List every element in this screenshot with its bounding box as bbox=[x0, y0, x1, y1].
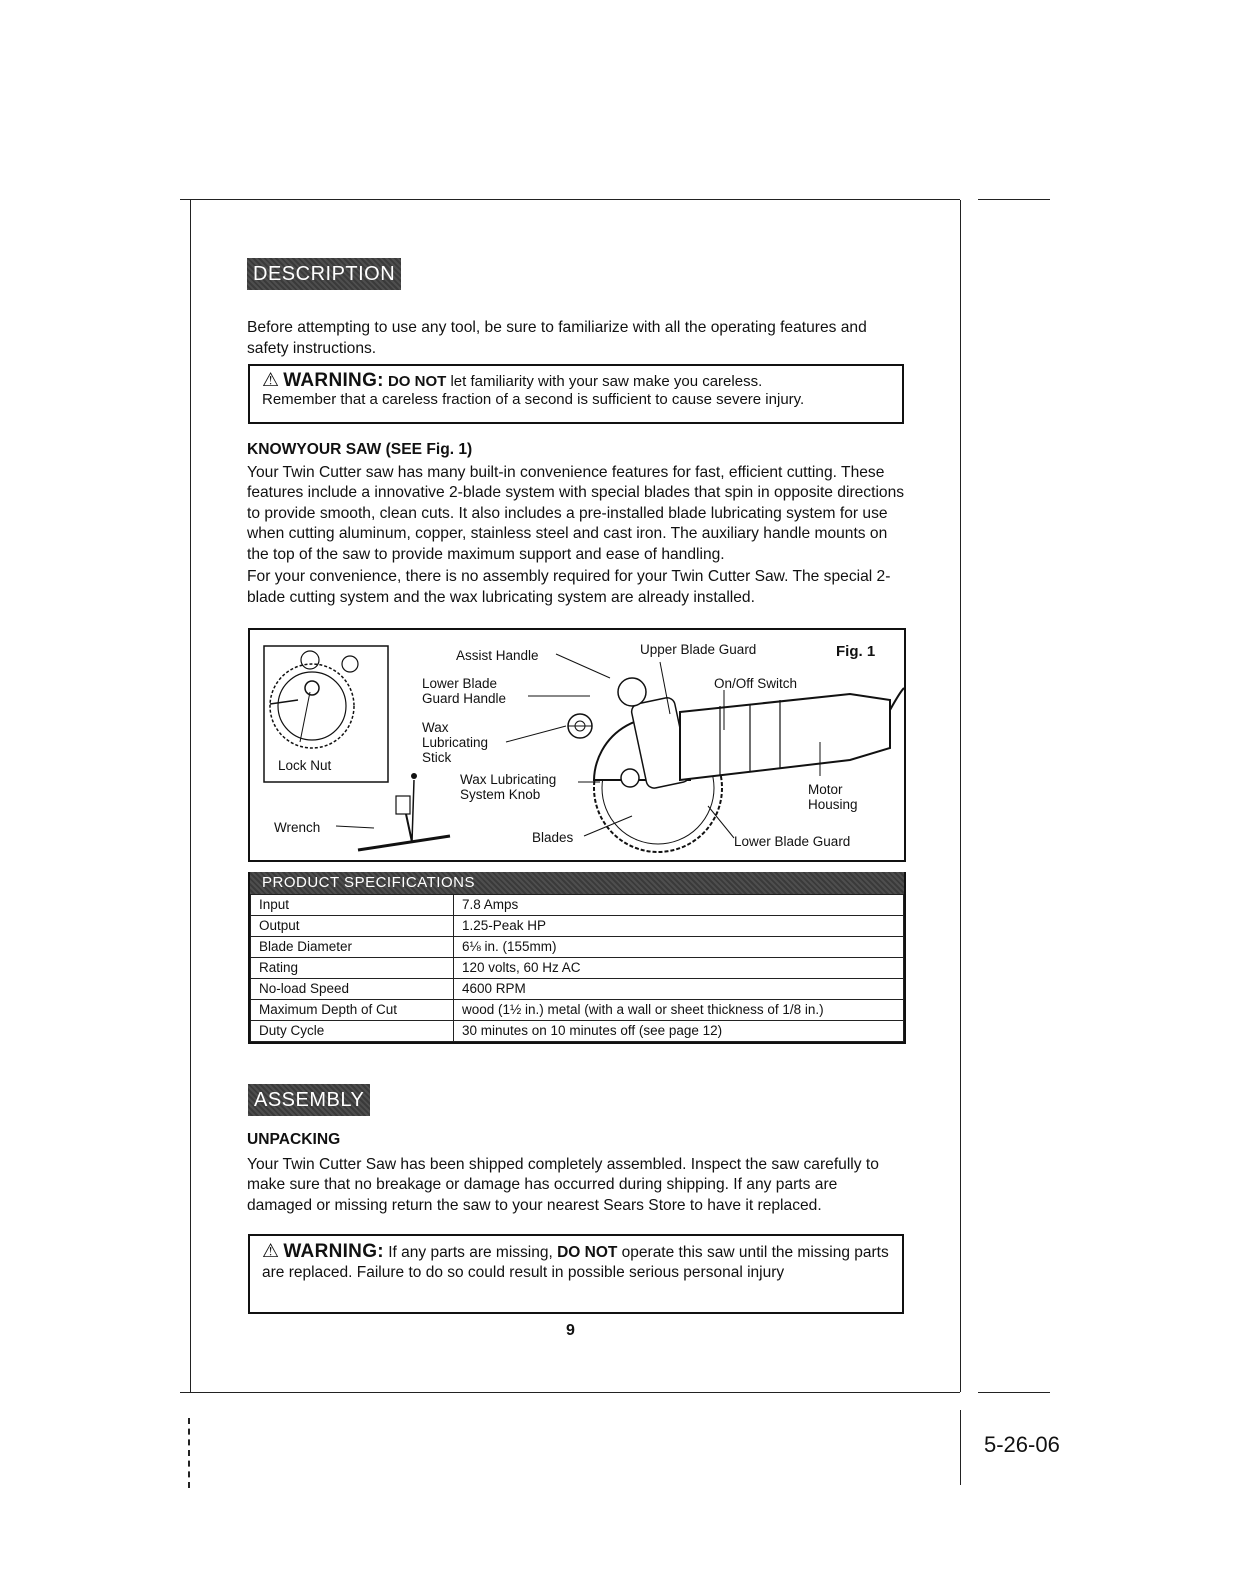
label-upper-blade-guard: Upper Blade Guard bbox=[640, 642, 757, 657]
spec-row bbox=[251, 1000, 904, 1021]
warning-word: WARNING: bbox=[283, 370, 384, 391]
label-wrench: Wrench bbox=[274, 820, 321, 835]
inset-lock-nut-icon bbox=[305, 681, 319, 695]
spec-row bbox=[251, 979, 904, 1000]
assembly-heading: ASSEMBLY bbox=[248, 1084, 370, 1116]
spec-row bbox=[251, 895, 904, 916]
frame-left-line bbox=[190, 200, 191, 1392]
warning-icon: ⚠ bbox=[262, 1241, 280, 1262]
saw-illustration bbox=[250, 630, 904, 860]
fig-label: Fig. 1 bbox=[836, 643, 876, 660]
spec-row bbox=[251, 916, 904, 937]
warning-text-1: let familiarity with your saw make you careless. bbox=[446, 373, 763, 390]
warning-text-2: Remember that a careless fraction of a second is sufficient to cause severe injury. bbox=[262, 391, 805, 408]
description-heading: DESCRIPTION bbox=[247, 258, 401, 290]
know-your-saw-section bbox=[247, 440, 912, 608]
spec-row bbox=[251, 937, 904, 958]
spec-value: 7.8 Amps bbox=[454, 895, 904, 916]
spec-label: Blade Diameter bbox=[251, 937, 454, 958]
inset-blade-icon bbox=[270, 664, 354, 748]
spec-label: No-load Speed bbox=[251, 979, 454, 1000]
frame-bottom-right-line bbox=[978, 1392, 1050, 1393]
wrench-icon bbox=[358, 773, 450, 850]
know-your-saw-paragraph-1: Your Twin Cutter saw has many built-in convenience features for fast, efficient cutting. These features include a innovative 2-blade system with special blades that spin in opposite directions to provide smooth, clean cuts. It also includes a pre-installed blade lubricating system for use when cutting aluminum, copper, stainless steel and cast iron. The auxiliary handle mounts on the top of the saw to provide maximum support and ease of handling. bbox=[247, 463, 905, 563]
warning-box-2 bbox=[248, 1234, 904, 1314]
label-on-off-switch: On/Off Switch bbox=[714, 676, 798, 691]
spec-label: Duty Cycle bbox=[251, 1021, 454, 1042]
spec-value: 6⅛ in. (155mm) bbox=[454, 937, 904, 958]
motor-housing-icon bbox=[680, 688, 904, 780]
spec-value: 120 volts, 60 Hz AC bbox=[454, 958, 904, 979]
spec-label: Input bbox=[251, 895, 454, 916]
spec-label: Maximum Depth of Cut bbox=[251, 1000, 454, 1021]
warning-emphasis: DO NOT bbox=[387, 373, 447, 390]
warning-line-1 bbox=[262, 372, 890, 391]
warning-icon: ⚠ bbox=[262, 370, 280, 391]
unpacking-section bbox=[247, 1130, 892, 1216]
margin-ticks bbox=[188, 1418, 193, 1488]
know-your-saw-heading: KNOWYOUR SAW (SEE Fig. 1) bbox=[247, 441, 473, 458]
spec-row bbox=[251, 958, 904, 979]
warning2-text-2: operate this saw until the missing parts are replaced. Failure to do so could result in possible serious personal injury bbox=[262, 1244, 889, 1281]
label-assist-handle: Assist Handle bbox=[456, 648, 539, 663]
spec-label: Rating bbox=[251, 958, 454, 979]
warning2-text-1: If any parts are missing, bbox=[383, 1244, 558, 1261]
specs-heading: PRODUCT SPECIFICATIONS bbox=[250, 872, 904, 894]
label-lower-blade-guard: Lower Blade Guard bbox=[734, 834, 851, 849]
spec-row bbox=[251, 1021, 904, 1042]
label-lock-nut: Lock Nut bbox=[278, 758, 332, 773]
warning-word: WARNING: bbox=[283, 1241, 384, 1262]
specs-section bbox=[248, 872, 906, 1044]
frame-right-line bbox=[960, 200, 961, 1392]
label-motor-housing: Motor Housing bbox=[808, 782, 858, 812]
spec-value: wood (1½ in.) metal (with a wall or sheet thickness of 1/8 in.) bbox=[454, 1000, 904, 1021]
margin-date: 5-26-06 bbox=[984, 1432, 1060, 1457]
frame-bottom-line bbox=[180, 1392, 960, 1393]
unpacking-paragraph: Your Twin Cutter Saw has been shipped completely assembled. Inspect the saw carefully to make sure that no breakage or damage has occurred during shipping. If any parts are damaged or missing return the saw to your nearest Sears Store to have it replaced. bbox=[247, 1155, 879, 1214]
wax-lubricating-knob-icon bbox=[568, 714, 592, 738]
specs-table bbox=[250, 894, 904, 1042]
intro-text: Before attempting to use any tool, be sure to familiarize with all the operating features and safety instructions. bbox=[247, 319, 867, 357]
frame-top-right-line bbox=[978, 199, 1050, 200]
intro-paragraph bbox=[247, 318, 887, 359]
margin-line-right bbox=[960, 1410, 961, 1485]
spec-label: Output bbox=[251, 916, 454, 937]
label-blades: Blades bbox=[532, 830, 574, 845]
warning-box-1 bbox=[248, 364, 904, 424]
figure-1-box bbox=[248, 628, 906, 862]
unpacking-heading: UNPACKING bbox=[247, 1131, 341, 1148]
label-lower-blade-guard-handle: Lower Blade Guard Handle bbox=[422, 676, 507, 706]
label-wax-lubricating-knob: Wax Lubricating System Knob bbox=[460, 772, 557, 802]
know-your-saw-paragraph-2: For your convenience, there is no assembly required for your Twin Cutter Saw. The special 2-blade cutting system and the wax lubricating system are already installed. bbox=[247, 568, 891, 606]
warning2-emphasis: DO NOT bbox=[557, 1244, 618, 1261]
label-wax-lubricating-stick: Wax Lubricating Stick bbox=[422, 720, 489, 765]
spec-value: 1.25-Peak HP bbox=[454, 916, 904, 937]
page-number: 9 bbox=[566, 1322, 575, 1339]
spec-value: 4600 RPM bbox=[454, 979, 904, 1000]
frame-top-line bbox=[180, 199, 960, 200]
spec-value: 30 minutes on 10 minutes off (see page 12) bbox=[454, 1021, 904, 1042]
